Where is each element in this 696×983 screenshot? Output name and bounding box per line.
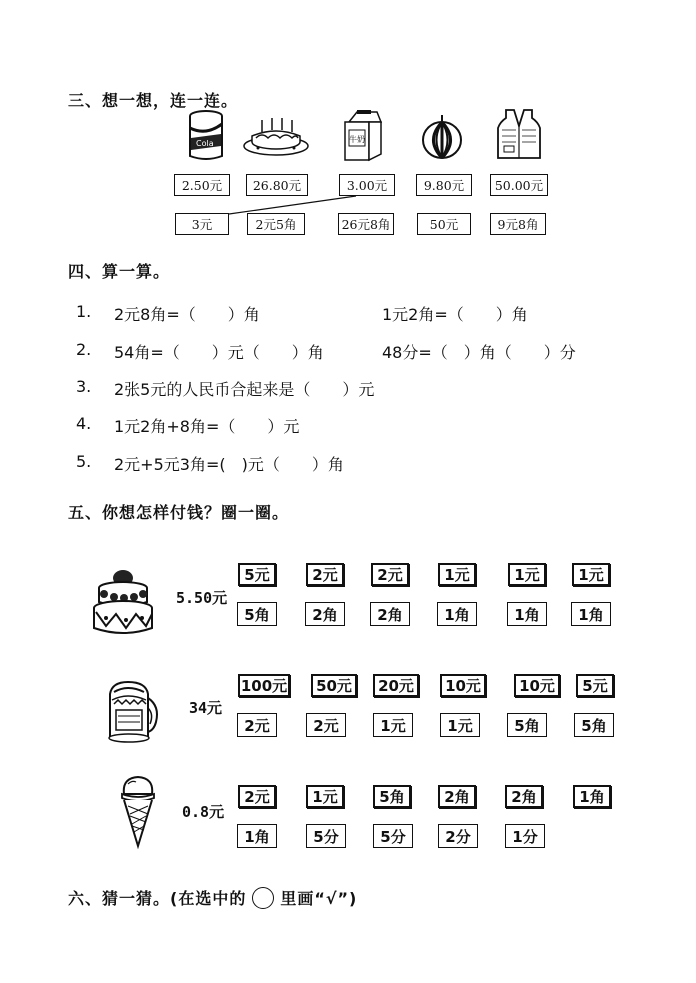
exercise-text: 1元2角+8角=（ ）元: [114, 417, 300, 436]
money-option[interactable]: 5角: [574, 713, 614, 737]
money-option[interactable]: 5角: [507, 713, 547, 737]
money-option[interactable]: 2分: [438, 824, 478, 848]
bottom-price-box[interactable]: 26元8角: [338, 213, 394, 235]
exercise-text-2: 1元2角=（ ）角: [382, 305, 528, 324]
top-price-box[interactable]: 50.00元: [490, 174, 548, 196]
money-option[interactable]: 10元: [514, 674, 560, 697]
top-price-box[interactable]: 2.50元: [174, 174, 230, 196]
money-option[interactable]: 5元: [238, 563, 276, 586]
exercise-text: 54角=（ ）元（ ）角: [114, 343, 324, 362]
money-option[interactable]: 5角: [237, 602, 277, 626]
exercise-number: 1.: [76, 302, 92, 321]
money-option[interactable]: 1元: [306, 785, 344, 808]
ice-cream-icon: [118, 774, 158, 848]
bottom-price-box[interactable]: 2元5角: [247, 213, 305, 235]
backpack-icon: [102, 678, 162, 744]
money-option[interactable]: 10元: [440, 674, 486, 697]
exercise-number: 2.: [76, 340, 92, 359]
exercise-number: 3.: [76, 377, 92, 396]
money-option[interactable]: 1角: [573, 785, 611, 808]
bottom-price-box[interactable]: 3元: [175, 213, 229, 235]
milk-carton-label: 牛奶: [349, 135, 365, 144]
money-option[interactable]: 50元: [311, 674, 357, 697]
circle-symbol-icon: [252, 887, 274, 909]
exercise-text-2: 48分=（ ）角（ ）分: [382, 343, 576, 362]
money-option[interactable]: 5元: [576, 674, 614, 697]
money-option[interactable]: 1分: [505, 824, 545, 848]
bottom-price-box[interactable]: 50元: [417, 213, 471, 235]
bottom-price-box[interactable]: 9元8角: [490, 213, 546, 235]
money-option[interactable]: 2元: [237, 713, 277, 737]
money-option[interactable]: 2角: [370, 602, 410, 626]
section-6-title-start: 六、猜一猜。(在选中的: [68, 889, 247, 908]
money-option[interactable]: 2角: [505, 785, 543, 808]
money-option[interactable]: 2元: [238, 785, 276, 808]
money-option[interactable]: 1元: [572, 563, 610, 586]
top-price-box[interactable]: 3.00元: [339, 174, 395, 196]
money-option[interactable]: 1元: [373, 713, 413, 737]
money-option[interactable]: 5分: [306, 824, 346, 848]
exercise-number: 4.: [76, 414, 92, 433]
cake-icon: [92, 568, 154, 638]
money-option[interactable]: 1角: [507, 602, 547, 626]
money-option[interactable]: 2元: [371, 563, 409, 586]
money-option[interactable]: 5角: [373, 785, 411, 808]
section-6-title: [68, 886, 357, 909]
money-option[interactable]: 1角: [237, 824, 277, 848]
section-4-title: 四、算一算。: [68, 262, 171, 281]
section-5-title: 五、你想怎样付钱？圈一圈。: [68, 503, 290, 522]
svg-text:Cola: Cola: [196, 139, 214, 148]
money-option[interactable]: 2角: [305, 602, 345, 626]
money-option[interactable]: 1角: [437, 602, 477, 626]
money-option[interactable]: 1元: [438, 563, 476, 586]
money-option[interactable]: 20元: [373, 674, 419, 697]
exercise-number: 5.: [76, 452, 92, 471]
exercise-text: 2张5元的人民币合起来是（ ）元: [114, 380, 375, 399]
money-option[interactable]: 1角: [571, 602, 611, 626]
money-option[interactable]: 1元: [508, 563, 546, 586]
top-price-box[interactable]: 9.80元: [416, 174, 472, 196]
item-price: 0.8元: [182, 803, 225, 821]
top-price-box[interactable]: 26.80元: [246, 174, 308, 196]
money-option[interactable]: 100元: [238, 674, 290, 697]
money-option[interactable]: 2角: [438, 785, 476, 808]
item-price: 5.50元: [176, 589, 228, 607]
money-option[interactable]: 5分: [373, 824, 413, 848]
exercise-text: 2元8角=（ ）角: [114, 305, 260, 324]
money-option[interactable]: 2元: [306, 713, 346, 737]
exercise-text: 2元+5元3角=( )元（ ）角: [114, 455, 344, 474]
section-3-title: 三、想一想，连一连。: [68, 91, 239, 110]
money-option[interactable]: 1元: [440, 713, 480, 737]
money-option[interactable]: 2元: [306, 563, 344, 586]
section-6-title-end: 里画“√”): [280, 889, 358, 908]
item-price: 34元: [189, 699, 223, 717]
